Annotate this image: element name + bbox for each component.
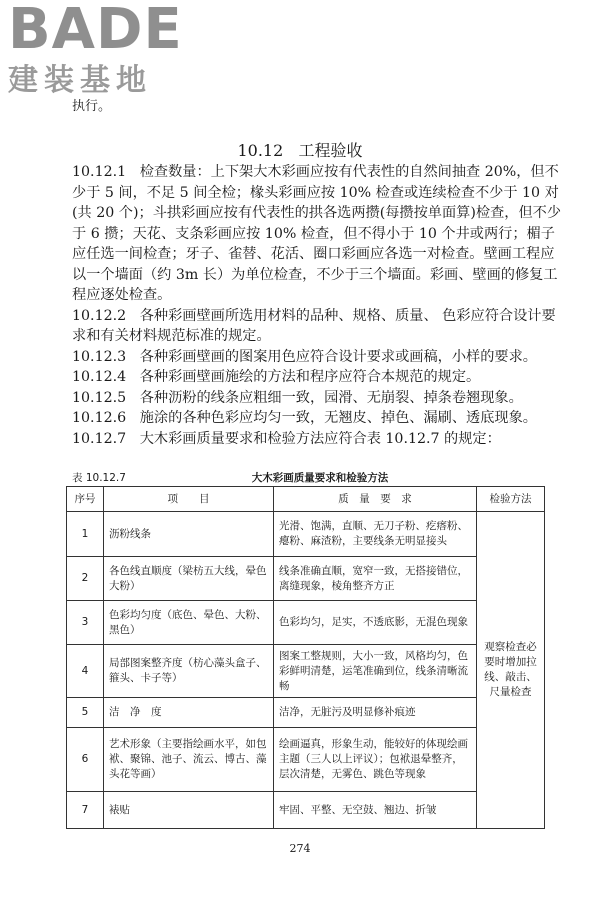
row-number: 7 <box>67 792 104 829</box>
clause-10-12-1 <box>72 162 568 306</box>
row-number: 4 <box>67 645 104 698</box>
row-item: 裱贴 <box>104 792 274 829</box>
table-row <box>67 792 545 829</box>
carryover-text: 执行。 <box>72 99 112 114</box>
row-number: 5 <box>67 698 104 728</box>
bade-logo-subtitle: 建装基地 <box>8 63 152 98</box>
page-number: 274 <box>289 842 311 855</box>
clause-10-12-4 <box>72 367 568 388</box>
table-title: 大木彩画质量要求和检验方法 <box>251 472 389 484</box>
clause-text: 施涂的各种色彩应均匀一致，无翘皮、掉色、漏刷、透底现象。 <box>139 410 537 426</box>
clause-text: 大木彩画质量要求和检验方法应符合表 10.12.7 的规定： <box>139 430 501 447</box>
clause-number: 10.12.4 <box>72 369 127 385</box>
header-requirement: 质 量 要 求 <box>274 487 477 512</box>
table-row <box>67 728 545 792</box>
clause-10-12-3 <box>72 347 568 368</box>
row-requirement: 色彩均匀，足实，不透底影，无混色现象 <box>274 601 477 645</box>
bade-logo: BADE <box>8 0 183 62</box>
row-number: 2 <box>67 557 104 601</box>
clause-10-12-7 <box>72 429 568 450</box>
clause-text: 各种沥粉的线条应粗细一致，园滑、无崩裂、掉条卷翘现象。 <box>139 389 523 406</box>
row-number: 6 <box>67 728 104 792</box>
clause-10-12-2 <box>72 306 568 347</box>
table-header-row <box>67 487 545 512</box>
row-item: 局部图案整齐度（枋心藻头盒子、箍头、卡子等） <box>104 645 274 698</box>
inspection-method: 观察检查必要时增加拉线、敲击、尺量检查 <box>477 512 545 829</box>
clause-number: 10.12.6 <box>72 410 127 426</box>
clause-text: 各种彩画壁画的图案用色应符合设计要求或画稿，小样的要求。 <box>139 348 537 365</box>
row-item: 各色线直顺度（梁枋五大线，晕色大粉） <box>104 557 274 601</box>
row-item: 沥粉线条 <box>104 512 274 557</box>
section-number: 10.12 <box>237 141 284 160</box>
row-requirement: 图案工整规则，大小一致，风格均匀，色彩鲜明清楚，运笔准确到位，线条清晰流畅 <box>274 645 477 698</box>
table-row <box>67 557 545 601</box>
table-row <box>67 698 545 728</box>
row-requirement: 牢固、平整、无空鼓、翘边、折皱 <box>274 792 477 829</box>
header-number: 序号 <box>67 487 104 512</box>
table-row <box>67 645 545 698</box>
clause-number: 10.12.2 <box>72 307 127 324</box>
header-method: 检验方法 <box>477 487 545 512</box>
clause-number: 10.12.3 <box>72 348 127 365</box>
clause-10-12-5 <box>72 388 568 409</box>
table-row <box>67 512 545 557</box>
clause-text: 各种彩画壁画所选用材料的品种、规格、质量、 色彩应符合设计要求和有关材料规范标准的规定。 <box>72 307 556 344</box>
row-number: 3 <box>67 601 104 645</box>
row-requirement: 线条准确直顺，宽窄一致，无搭接错位，离缝现象，棱角整齐方正 <box>274 557 477 601</box>
table-number: 表 10.12.7 <box>72 472 126 484</box>
clause-text: 各种彩画壁画施绘的方法和程序应符合本规范的规定。 <box>139 369 481 385</box>
clause-number: 10.12.7 <box>72 430 127 447</box>
row-requirement: 光滑、饱满，直顺、无刀子粉、疙瘩粉、瘪粉、麻渣粉，主要线条无明显接头 <box>274 512 477 557</box>
row-item: 艺术形象（主要指绘画水平，如包袱、聚锦、池子、流云、博古、藻头花等画） <box>104 728 274 792</box>
header-item: 项 目 <box>104 487 274 512</box>
clause-number: 10.12.1 <box>72 164 127 180</box>
table-row <box>67 601 545 645</box>
section-title: 工程验收 <box>298 141 363 160</box>
quality-table <box>66 486 545 829</box>
row-number: 1 <box>67 512 104 557</box>
row-requirement: 绘画逼真，形象生动，能较好的体现绘画主题（三人以上评议）；包袱退晕整齐，层次清楚，无雾色、跳色等现象 <box>274 728 477 792</box>
clause-text: 检查数量：上下架大木彩画应按有代表性的自然间抽查 20%，但不少于 5 间，不足 5 间全检；椽头彩画应按 10% 检查或连续检查不少于 10 对(共 20 个)；斗拱彩画应按有代表性的拱各选两攒(每攒按单面算)检查，但不少于 6 攒；天花、支条彩画应按 10% 检查，但不得小于 10 个井或两行；楣子应任选一间检查；牙子、雀替、花活、圈口彩画应各选一对检查。壁画工程应以一个墙面（约 3m 长）为单位检查，不少于三个墙面。彩画、壁画的修复工程应逐处检查。 <box>72 164 562 303</box>
clause-list <box>72 162 568 449</box>
clause-10-12-6 <box>72 408 568 429</box>
table-caption <box>72 470 568 486</box>
section-heading <box>0 141 600 161</box>
row-item: 色彩均匀度（底色、晕色、大粉、黑色） <box>104 601 274 645</box>
row-item: 洁 净 度 <box>104 698 274 728</box>
row-requirement: 洁净，无脏污及明显修补痕迹 <box>274 698 477 728</box>
clause-number: 10.12.5 <box>72 389 127 406</box>
